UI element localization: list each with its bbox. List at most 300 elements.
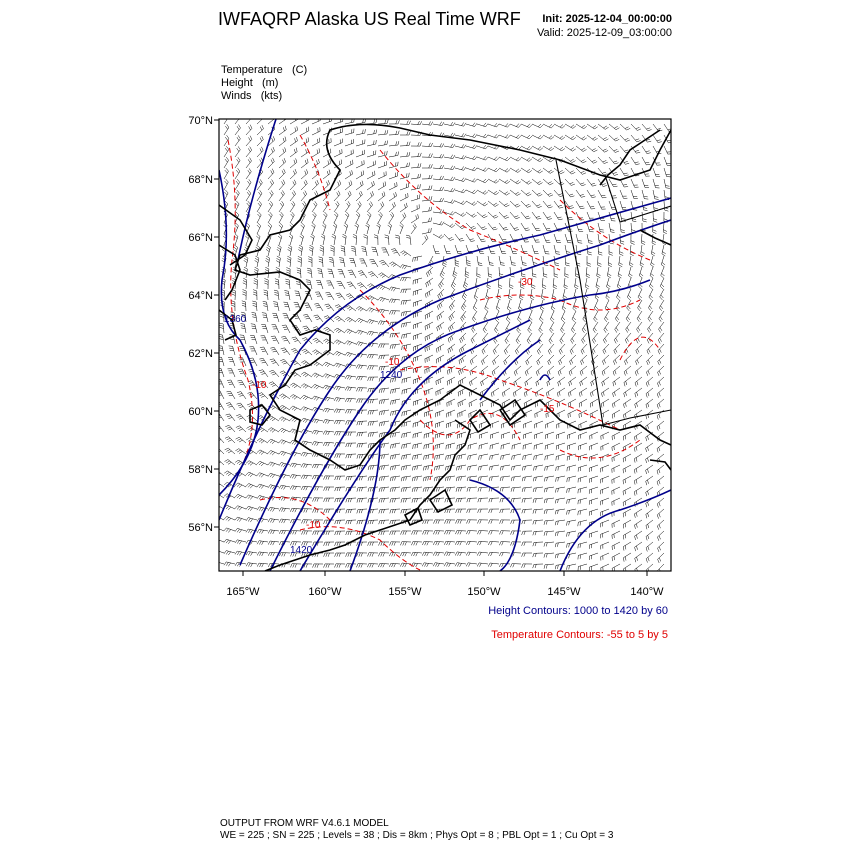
wind-barb-feather bbox=[518, 158, 521, 161]
wind-barb-feather bbox=[657, 504, 658, 508]
wind-barb-shaft bbox=[477, 201, 485, 206]
wind-barb-feather bbox=[339, 476, 340, 480]
wind-barb-feather bbox=[272, 374, 276, 375]
wind-barb-shaft bbox=[490, 454, 499, 456]
wind-barb-feather bbox=[346, 477, 347, 481]
wind-barb-feather bbox=[594, 138, 597, 140]
wind-barb-feather bbox=[492, 372, 493, 376]
wind-barb-feather bbox=[450, 337, 451, 341]
wind-barb-feather bbox=[371, 321, 373, 324]
wind-barb-feather bbox=[302, 349, 306, 351]
wind-barb-feather bbox=[493, 361, 495, 365]
wind-barb-shaft bbox=[491, 388, 499, 393]
wind-barb-feather bbox=[337, 487, 338, 491]
wind-barb-feather bbox=[243, 283, 247, 285]
wind-barb-feather bbox=[259, 370, 263, 371]
wind-barb-shaft bbox=[631, 124, 637, 131]
wind-barb-feather bbox=[630, 263, 633, 265]
wind-barb-feather bbox=[415, 445, 416, 449]
wind-barb-feather bbox=[516, 157, 519, 160]
wind-barb-feather bbox=[273, 340, 277, 341]
wind-barb-feather bbox=[646, 448, 647, 452]
wind-barb-shaft bbox=[612, 443, 620, 447]
wind-barb-shaft bbox=[279, 162, 286, 168]
wind-barb-feather bbox=[377, 225, 380, 227]
wind-barb-shaft bbox=[590, 454, 598, 457]
wind-barb-shaft bbox=[554, 146, 562, 151]
wind-barb-feather bbox=[243, 281, 247, 283]
wind-barb-feather bbox=[588, 252, 592, 253]
wind-barb-shaft bbox=[490, 476, 499, 477]
wind-barb-feather bbox=[348, 498, 349, 502]
wind-barb-feather bbox=[593, 185, 597, 186]
wind-barb-feather bbox=[303, 453, 305, 456]
wind-barb-feather bbox=[431, 143, 433, 147]
wind-barb-shaft bbox=[634, 487, 642, 492]
wind-barb-shaft bbox=[235, 161, 240, 168]
wind-barb-shaft bbox=[543, 201, 549, 208]
wind-barb-feather bbox=[570, 392, 571, 396]
wind-barb-feather bbox=[451, 177, 453, 180]
wind-barb-feather bbox=[595, 127, 598, 129]
wind-barb-feather bbox=[237, 201, 240, 204]
wind-barb-shaft bbox=[521, 223, 526, 231]
wind-barb-feather bbox=[325, 386, 328, 389]
wind-barb-feather bbox=[405, 289, 406, 293]
wind-barb-feather bbox=[324, 316, 328, 318]
wind-barb-shaft bbox=[532, 190, 539, 196]
wind-barb-feather bbox=[285, 115, 286, 119]
wind-barb-feather bbox=[290, 475, 292, 478]
wind-barb-feather bbox=[648, 403, 649, 407]
wind-barb-feather bbox=[583, 338, 585, 341]
wind-barb-feather bbox=[584, 298, 587, 301]
wind-barb-shaft bbox=[510, 212, 516, 219]
wind-barb-feather bbox=[462, 155, 464, 158]
wind-barb-feather bbox=[464, 178, 466, 181]
wind-barb-feather bbox=[438, 296, 440, 300]
wind-barb-feather bbox=[494, 370, 495, 374]
wind-barb-shaft bbox=[356, 164, 364, 168]
wind-barb-feather bbox=[303, 385, 306, 388]
wind-barb-feather bbox=[295, 169, 297, 173]
wind-barb-feather bbox=[603, 403, 604, 407]
wind-barb-shaft bbox=[664, 190, 665, 199]
wind-barb-feather bbox=[439, 305, 441, 309]
wind-barb-feather bbox=[334, 409, 336, 413]
wind-barb-shaft bbox=[642, 157, 646, 165]
wind-barb-feather bbox=[596, 285, 599, 287]
wind-barb-shaft bbox=[338, 316, 345, 322]
wind-barb-feather bbox=[459, 371, 460, 375]
wind-barb-feather bbox=[504, 215, 508, 217]
wind-barb-feather bbox=[392, 311, 394, 315]
wind-barb-shaft bbox=[501, 476, 510, 477]
wind-barb-feather bbox=[515, 230, 519, 231]
wind-barb-feather bbox=[306, 476, 308, 480]
wind-barb-feather bbox=[532, 274, 536, 275]
wind-barb-feather bbox=[547, 217, 551, 218]
wind-barb-feather bbox=[647, 361, 649, 365]
wind-barb-shaft bbox=[455, 212, 463, 216]
wind-barb-shaft bbox=[603, 344, 609, 351]
wind-barb-feather bbox=[377, 223, 380, 225]
wind-barb-feather bbox=[460, 498, 461, 502]
wind-barb-feather bbox=[601, 404, 602, 408]
wind-barb-shaft bbox=[571, 322, 576, 330]
wind-barb-feather bbox=[513, 403, 514, 407]
wind-barb-shaft bbox=[570, 355, 577, 361]
wind-barb-shaft bbox=[279, 119, 286, 124]
wind-barb-feather bbox=[506, 205, 510, 207]
wind-barb-feather bbox=[615, 329, 617, 332]
wind-barb-feather bbox=[388, 223, 391, 226]
wind-barb-feather bbox=[347, 342, 350, 345]
wind-barb-feather bbox=[261, 441, 264, 444]
wind-barb-feather bbox=[582, 381, 583, 385]
wind-barb-feather bbox=[273, 351, 277, 352]
wind-barb-shaft bbox=[502, 388, 510, 393]
wind-barb-feather bbox=[249, 126, 251, 130]
wind-barb-feather bbox=[225, 137, 227, 140]
wind-barb-feather bbox=[248, 148, 250, 152]
wind-barb-feather bbox=[368, 499, 369, 503]
wind-barb-shaft bbox=[312, 131, 320, 135]
wind-barb-feather bbox=[396, 152, 397, 156]
wind-barb-feather bbox=[283, 149, 284, 153]
wind-barb-feather bbox=[279, 451, 282, 454]
wind-barb-shaft bbox=[648, 300, 653, 308]
wind-barb-feather bbox=[605, 338, 607, 342]
wind-barb-feather bbox=[226, 450, 230, 452]
wind-barb-shaft bbox=[378, 175, 386, 179]
wind-barb-feather bbox=[304, 339, 308, 341]
wind-barb-shaft bbox=[559, 344, 565, 351]
wind-barb-feather bbox=[560, 136, 563, 139]
wind-barb-feather bbox=[538, 206, 542, 207]
wind-barb-feather bbox=[472, 202, 475, 205]
wind-barb-feather bbox=[392, 204, 394, 208]
wind-barb-feather bbox=[456, 509, 457, 513]
wind-barb-feather bbox=[280, 359, 284, 361]
wind-barb-feather bbox=[228, 418, 232, 419]
wind-barb-shaft bbox=[635, 377, 642, 383]
wind-barb-feather bbox=[558, 510, 559, 514]
wind-barb-feather bbox=[272, 138, 273, 142]
wind-barb-feather bbox=[329, 257, 333, 258]
wind-barb-shaft bbox=[444, 234, 450, 241]
wind-barb-feather bbox=[462, 369, 463, 373]
wind-barb-feather bbox=[384, 455, 385, 459]
wind-barb-feather bbox=[524, 403, 525, 407]
wind-barb-shaft bbox=[564, 278, 565, 287]
wind-barb-feather bbox=[636, 152, 640, 153]
wind-barb-feather bbox=[319, 257, 323, 258]
wind-barb-shaft bbox=[334, 122, 343, 125]
wind-barb-feather bbox=[398, 141, 399, 145]
wind-barb-feather bbox=[314, 315, 318, 316]
wind-barb-feather bbox=[626, 381, 627, 385]
wind-barb-shaft bbox=[217, 482, 224, 487]
wind-barb-feather bbox=[504, 204, 508, 206]
wind-barb-feather bbox=[320, 250, 324, 252]
wind-barb-feather bbox=[380, 212, 383, 215]
wind-barb-feather bbox=[559, 170, 563, 172]
wind-barb-feather bbox=[273, 147, 275, 151]
wind-barb-feather bbox=[341, 160, 342, 164]
wind-barb-shaft bbox=[581, 344, 587, 351]
wind-barb-feather bbox=[603, 392, 604, 396]
wind-barb-feather bbox=[225, 170, 228, 173]
wind-barb-feather bbox=[646, 459, 647, 463]
wind-barb-shaft bbox=[598, 135, 605, 141]
wind-barb-feather bbox=[570, 402, 571, 406]
wind-barb-feather bbox=[420, 184, 421, 188]
wind-barb-feather bbox=[450, 444, 451, 448]
wind-barb-shaft bbox=[515, 344, 521, 351]
wind-barb-feather bbox=[515, 402, 516, 406]
wind-barb-shaft bbox=[279, 194, 285, 201]
wind-barb-feather bbox=[558, 467, 559, 471]
wind-barb-shaft bbox=[512, 465, 521, 467]
wind-barb-feather bbox=[279, 485, 281, 488]
wind-barb-feather bbox=[612, 404, 613, 408]
wind-barb-feather bbox=[453, 155, 455, 159]
wind-barb-shaft bbox=[545, 487, 554, 488]
wind-barb-feather bbox=[272, 475, 275, 478]
wind-barb-feather bbox=[661, 306, 663, 309]
wind-barb-feather bbox=[215, 483, 218, 485]
wind-barb-feather bbox=[226, 472, 229, 474]
wind-barb-feather bbox=[357, 283, 361, 285]
wind-barb-feather bbox=[493, 351, 495, 355]
wind-barb-feather bbox=[637, 319, 639, 322]
wind-barb-feather bbox=[482, 392, 483, 396]
wind-barb-shaft bbox=[510, 201, 517, 207]
wind-barb-feather bbox=[392, 334, 393, 338]
wind-barb-feather bbox=[516, 146, 519, 149]
wind-barb-feather bbox=[631, 241, 635, 243]
wind-barb-feather bbox=[250, 147, 252, 151]
wind-barb-feather bbox=[305, 375, 308, 377]
wind-barb-feather bbox=[578, 243, 582, 244]
wind-barb-feather bbox=[637, 349, 639, 353]
wind-barb-feather bbox=[538, 170, 541, 172]
wind-barb-feather bbox=[494, 123, 497, 126]
wind-barb-shaft bbox=[556, 476, 565, 478]
wind-barb-feather bbox=[602, 184, 606, 185]
wind-barb-feather bbox=[244, 260, 247, 262]
wind-barb-shaft bbox=[235, 150, 240, 157]
wind-barb-feather bbox=[511, 467, 512, 471]
wind-barb-feather bbox=[650, 306, 653, 309]
wind-barb-feather bbox=[402, 434, 403, 438]
wind-barb-feather bbox=[489, 263, 493, 264]
wind-barb-feather bbox=[458, 477, 459, 481]
wind-barb-feather bbox=[646, 128, 650, 129]
wind-barb-feather bbox=[626, 319, 628, 322]
wind-barb-feather bbox=[489, 488, 490, 492]
wind-barb-feather bbox=[527, 218, 531, 219]
wind-barb-feather bbox=[367, 331, 369, 334]
wind-barb-feather bbox=[301, 418, 304, 421]
wind-barb-shaft bbox=[290, 119, 298, 124]
wind-barb-shaft bbox=[580, 366, 587, 372]
wind-barb-shaft bbox=[598, 157, 604, 164]
wind-barb-feather bbox=[219, 323, 223, 324]
wind-barb-shaft bbox=[663, 223, 664, 232]
wind-barb-feather bbox=[553, 296, 556, 298]
wind-barb-feather bbox=[453, 133, 455, 136]
wind-barb-feather bbox=[439, 285, 441, 288]
wind-barb-feather bbox=[657, 427, 658, 431]
wind-barb-feather bbox=[647, 351, 649, 355]
wind-barb-feather bbox=[569, 499, 570, 503]
wind-barb-feather bbox=[657, 515, 658, 519]
wind-barb-feather bbox=[539, 194, 543, 196]
wind-barb-feather bbox=[648, 502, 649, 506]
wind-barb-shaft bbox=[565, 256, 566, 265]
wind-barb-feather bbox=[524, 509, 525, 513]
wind-barb-shaft bbox=[554, 245, 556, 254]
wind-barb-feather bbox=[403, 488, 404, 492]
wind-barb-feather bbox=[302, 338, 306, 340]
wind-barb-feather bbox=[391, 401, 392, 405]
wind-barb-feather bbox=[417, 466, 418, 470]
wind-barb-feather bbox=[458, 509, 459, 513]
wind-barb-shaft bbox=[235, 172, 240, 180]
wind-barb-feather bbox=[461, 338, 463, 342]
wind-barb-feather bbox=[326, 442, 328, 446]
wind-barb-feather bbox=[254, 272, 258, 274]
wind-barb-feather bbox=[265, 267, 269, 269]
wind-barb-feather bbox=[382, 202, 384, 206]
wind-barb-shaft bbox=[535, 421, 543, 424]
wind-barb-feather bbox=[472, 359, 473, 363]
wind-barb-shaft bbox=[613, 366, 620, 372]
wind-barb-feather bbox=[567, 489, 568, 493]
wind-barb-feather bbox=[330, 159, 331, 163]
wind-barb-feather bbox=[641, 254, 645, 256]
wind-barb-feather bbox=[306, 453, 308, 456]
wind-barb-feather bbox=[603, 186, 607, 187]
wind-barb-feather bbox=[318, 271, 322, 272]
wind-barb-shaft bbox=[389, 186, 397, 190]
wind-barb-feather bbox=[621, 232, 625, 233]
wind-barb-shaft bbox=[356, 144, 365, 147]
wind-barb-feather bbox=[307, 284, 311, 285]
wind-barb-shaft bbox=[556, 498, 565, 500]
wind-barb-feather bbox=[406, 203, 407, 207]
wind-barb-feather bbox=[286, 270, 290, 272]
wind-barb-feather bbox=[391, 249, 395, 250]
wind-barb-shaft bbox=[340, 293, 346, 300]
wind-barb-feather bbox=[639, 286, 642, 289]
wind-barb-feather bbox=[575, 285, 579, 287]
wind-barb-feather bbox=[236, 170, 238, 173]
wind-barb-shaft bbox=[612, 410, 620, 415]
wind-barb-shaft bbox=[378, 165, 387, 168]
wind-barb-feather bbox=[301, 407, 304, 410]
wind-barb-shaft bbox=[556, 465, 565, 467]
wind-barb-feather bbox=[382, 264, 386, 265]
wind-barb-feather bbox=[556, 254, 560, 255]
wind-barb-feather bbox=[281, 348, 285, 349]
wind-barb-feather bbox=[491, 403, 492, 407]
wind-barb-feather bbox=[499, 274, 503, 275]
wind-barb-feather bbox=[429, 229, 430, 233]
wind-barb-feather bbox=[624, 404, 625, 408]
wind-barb-feather bbox=[372, 191, 373, 195]
wind-barb-feather bbox=[328, 443, 330, 447]
wind-barb-feather bbox=[478, 265, 482, 266]
wind-barb-feather bbox=[529, 317, 532, 320]
wind-barb-feather bbox=[371, 193, 373, 197]
wind-barb-feather bbox=[495, 204, 498, 206]
wind-barb-shaft bbox=[601, 432, 609, 436]
wind-barb-feather bbox=[473, 156, 475, 159]
wind-barb-feather bbox=[381, 477, 382, 481]
wind-barb-feather bbox=[657, 383, 658, 387]
wind-barb-shaft bbox=[367, 165, 375, 168]
wind-barb-feather bbox=[235, 225, 238, 228]
wind-barb-feather bbox=[368, 411, 369, 415]
wind-barb-feather bbox=[594, 162, 598, 164]
wind-barb-shaft bbox=[471, 333, 477, 340]
wind-barb-feather bbox=[272, 441, 275, 444]
wind-barb-shaft bbox=[578, 509, 587, 511]
wind-barb-feather bbox=[537, 402, 538, 406]
wind-barb-feather bbox=[225, 437, 229, 439]
wind-barb-feather bbox=[328, 454, 330, 458]
wind-barb-shaft bbox=[623, 432, 631, 436]
wind-barb-feather bbox=[215, 506, 218, 509]
wind-barb-shaft bbox=[543, 212, 548, 220]
wind-barb-feather bbox=[597, 274, 601, 276]
wind-barb-feather bbox=[406, 334, 407, 338]
wind-barb-feather bbox=[372, 263, 376, 264]
wind-barb-shaft bbox=[449, 311, 455, 318]
wind-barb-feather bbox=[603, 161, 607, 163]
wind-barb-feather bbox=[348, 201, 350, 204]
wind-barb-feather bbox=[225, 115, 227, 118]
wind-barb-shaft bbox=[612, 432, 620, 436]
wind-barb-feather bbox=[450, 455, 451, 459]
wind-barb-feather bbox=[304, 498, 306, 502]
wind-barb-feather bbox=[327, 330, 330, 332]
wind-barb-feather bbox=[625, 435, 626, 439]
wind-barb-feather bbox=[600, 232, 604, 233]
wind-barb-feather bbox=[389, 311, 391, 315]
wind-barb-feather bbox=[441, 236, 444, 239]
wind-barb-feather bbox=[570, 351, 572, 355]
wind-barb-shaft bbox=[615, 311, 620, 319]
wind-barb-feather bbox=[327, 398, 329, 401]
wind-barb-feather bbox=[385, 141, 386, 145]
wind-barb-shaft bbox=[235, 182, 240, 190]
wind-barb-feather bbox=[392, 250, 396, 251]
wind-barb-feather bbox=[472, 178, 475, 181]
wind-barb-feather bbox=[485, 308, 488, 311]
wind-barb-feather bbox=[304, 201, 306, 204]
wind-barb-feather bbox=[473, 338, 475, 342]
wind-barb-feather bbox=[305, 316, 309, 317]
wind-barb-feather bbox=[470, 466, 471, 470]
wind-barb-feather bbox=[312, 350, 315, 352]
wind-barb-feather bbox=[353, 160, 354, 164]
wind-barb-feather bbox=[605, 328, 607, 331]
wind-barb-feather bbox=[294, 397, 297, 400]
